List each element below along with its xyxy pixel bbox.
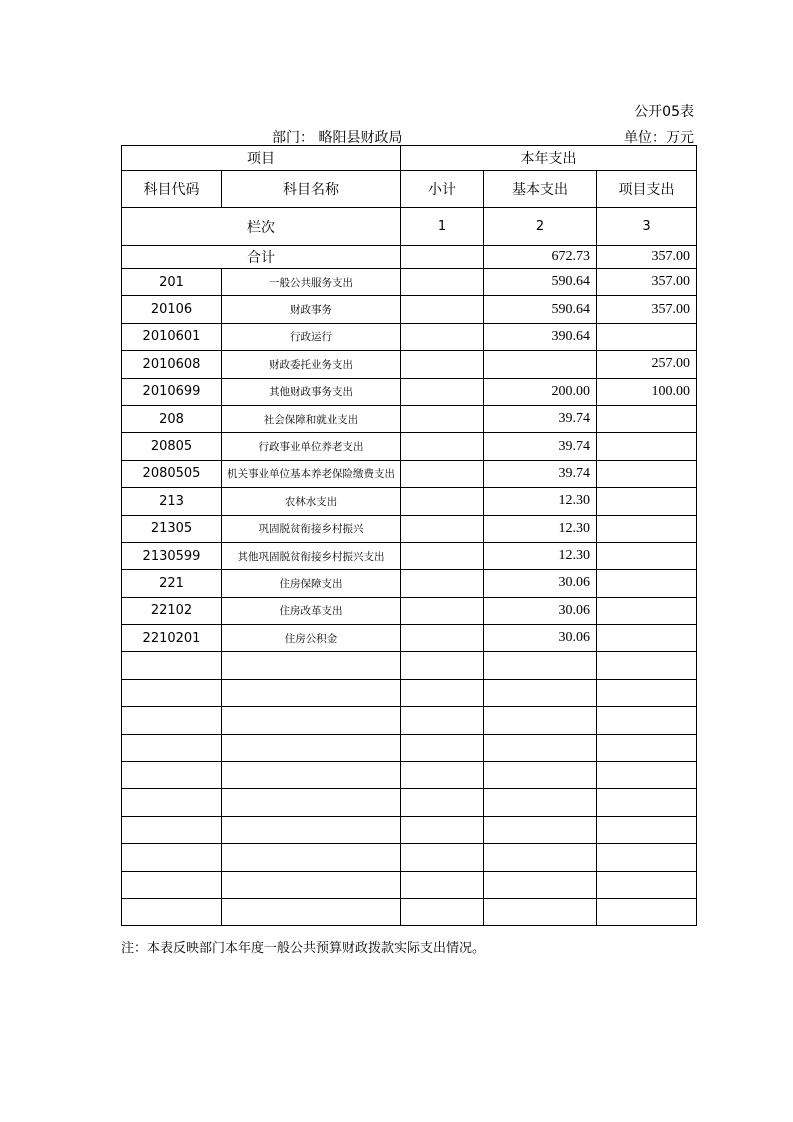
row-subtotal xyxy=(401,378,484,405)
row-name xyxy=(222,652,401,679)
row-code xyxy=(122,789,222,816)
row-code: 2010608 xyxy=(122,351,222,378)
row-project xyxy=(597,898,697,925)
row-project xyxy=(597,734,697,761)
table-row xyxy=(122,707,697,734)
table-row xyxy=(122,433,697,460)
form-number: 公开05表 xyxy=(634,104,694,120)
table-row xyxy=(122,734,697,761)
row-code: 2210201 xyxy=(122,625,222,652)
table-row xyxy=(122,844,697,871)
row-basic xyxy=(484,679,597,706)
row-basic: 30.06 xyxy=(484,625,597,652)
row-basic: 590.64 xyxy=(484,296,597,323)
row-subtotal xyxy=(401,762,484,789)
row-project xyxy=(597,762,697,789)
row-code: 21305 xyxy=(122,515,222,542)
row-code: 208 xyxy=(122,405,222,432)
row-name: 机关事业单位基本养老保险缴费支出 xyxy=(222,460,401,487)
row-name xyxy=(222,816,401,843)
row-name: 行政运行 xyxy=(222,323,401,350)
row-basic: 590.64 xyxy=(484,269,597,296)
unit-label: 单位：万元 xyxy=(624,130,694,146)
row-subtotal xyxy=(401,597,484,624)
row-basic xyxy=(484,734,597,761)
row-project xyxy=(597,542,697,569)
row-subtotal xyxy=(401,405,484,432)
table-row xyxy=(122,460,697,487)
row-subtotal xyxy=(401,844,484,871)
header-basic: 基本支出 xyxy=(484,171,597,208)
row-project xyxy=(597,707,697,734)
row-name: 财政事务 xyxy=(222,296,401,323)
row-subtotal xyxy=(401,652,484,679)
total-project: 357.00 xyxy=(597,246,697,269)
total-basic: 672.73 xyxy=(484,246,597,269)
row-code: 221 xyxy=(122,570,222,597)
row-code: 2130599 xyxy=(122,542,222,569)
table-row xyxy=(122,378,697,405)
row-name xyxy=(222,679,401,706)
row-project xyxy=(597,871,697,898)
table-row xyxy=(122,898,697,925)
table-row xyxy=(122,789,697,816)
row-subtotal xyxy=(401,323,484,350)
header-project: 项目支出 xyxy=(597,171,697,208)
table-row xyxy=(122,515,697,542)
row-name xyxy=(222,789,401,816)
row-basic xyxy=(484,816,597,843)
table-row xyxy=(122,542,697,569)
row-code: 22102 xyxy=(122,597,222,624)
row-basic xyxy=(484,789,597,816)
row-name: 住房改革支出 xyxy=(222,597,401,624)
row-project xyxy=(597,789,697,816)
row-name xyxy=(222,707,401,734)
table-row xyxy=(122,816,697,843)
row-name: 其他巩固脱贫衔接乡村振兴支出 xyxy=(222,542,401,569)
row-subtotal xyxy=(401,542,484,569)
row-subtotal xyxy=(401,871,484,898)
row-code xyxy=(122,816,222,843)
row-basic xyxy=(484,652,597,679)
column-index-2: 2 xyxy=(484,208,597,246)
footnote: 注：本表反映部门本年度一般公共预算财政拨款实际支出情况。 xyxy=(121,940,486,955)
header-current-year-expenditure: 本年支出 xyxy=(401,146,697,171)
header-row-2 xyxy=(122,171,697,208)
header-code: 科目代码 xyxy=(122,171,222,208)
row-name: 农林水支出 xyxy=(222,488,401,515)
department-label: 部门： 略阳县财政局 xyxy=(272,130,403,146)
row-code: 2010601 xyxy=(122,323,222,350)
row-basic: 390.64 xyxy=(484,323,597,350)
row-project xyxy=(597,625,697,652)
row-project xyxy=(597,405,697,432)
row-name xyxy=(222,734,401,761)
row-basic: 12.30 xyxy=(484,542,597,569)
row-name: 巩固脱贫衔接乡村振兴 xyxy=(222,515,401,542)
row-code xyxy=(122,871,222,898)
table-row xyxy=(122,405,697,432)
row-name: 其他财政事务支出 xyxy=(222,378,401,405)
row-basic: 12.30 xyxy=(484,515,597,542)
table-row xyxy=(122,762,697,789)
row-code xyxy=(122,762,222,789)
row-subtotal xyxy=(401,570,484,597)
row-basic xyxy=(484,844,597,871)
row-project xyxy=(597,816,697,843)
row-name: 住房保障支出 xyxy=(222,570,401,597)
column-index-label: 栏次 xyxy=(122,208,401,246)
header-item: 项目 xyxy=(122,146,401,171)
total-label: 合计 xyxy=(122,246,401,269)
row-basic: 30.06 xyxy=(484,570,597,597)
row-project xyxy=(597,844,697,871)
row-basic: 12.30 xyxy=(484,488,597,515)
table-row xyxy=(122,625,697,652)
row-subtotal xyxy=(401,679,484,706)
row-code xyxy=(122,844,222,871)
row-project xyxy=(597,597,697,624)
row-code: 201 xyxy=(122,269,222,296)
row-name: 一般公共服务支出 xyxy=(222,269,401,296)
row-code: 20805 xyxy=(122,433,222,460)
row-code: 213 xyxy=(122,488,222,515)
row-code xyxy=(122,898,222,925)
total-row xyxy=(122,246,697,269)
row-project xyxy=(597,679,697,706)
row-name: 行政事业单位养老支出 xyxy=(222,433,401,460)
row-basic: 39.74 xyxy=(484,433,597,460)
table-row xyxy=(122,679,697,706)
row-subtotal xyxy=(401,296,484,323)
row-name xyxy=(222,844,401,871)
row-project: 257.00 xyxy=(597,351,697,378)
row-basic: 39.74 xyxy=(484,405,597,432)
row-subtotal xyxy=(401,898,484,925)
column-index-1: 1 xyxy=(401,208,484,246)
row-code xyxy=(122,734,222,761)
row-project xyxy=(597,488,697,515)
row-subtotal xyxy=(401,433,484,460)
row-name: 社会保障和就业支出 xyxy=(222,405,401,432)
header-name: 科目名称 xyxy=(222,171,401,208)
row-basic xyxy=(484,762,597,789)
table-row xyxy=(122,351,697,378)
row-subtotal xyxy=(401,789,484,816)
row-basic xyxy=(484,898,597,925)
row-basic: 200.00 xyxy=(484,378,597,405)
row-code: 2080505 xyxy=(122,460,222,487)
row-name xyxy=(222,871,401,898)
row-basic: 30.06 xyxy=(484,597,597,624)
table-row xyxy=(122,323,697,350)
row-project: 100.00 xyxy=(597,378,697,405)
row-code xyxy=(122,707,222,734)
table-row xyxy=(122,269,697,296)
row-basic xyxy=(484,351,597,378)
expenditure-table xyxy=(121,145,697,926)
row-code xyxy=(122,679,222,706)
table-row xyxy=(122,488,697,515)
table-row xyxy=(122,570,697,597)
row-project xyxy=(597,515,697,542)
row-name: 住房公积金 xyxy=(222,625,401,652)
row-subtotal xyxy=(401,625,484,652)
table-row xyxy=(122,871,697,898)
row-subtotal xyxy=(401,269,484,296)
row-code xyxy=(122,652,222,679)
row-subtotal xyxy=(401,515,484,542)
row-subtotal xyxy=(401,734,484,761)
row-basic xyxy=(484,871,597,898)
row-project: 357.00 xyxy=(597,296,697,323)
row-basic: 39.74 xyxy=(484,460,597,487)
row-basic xyxy=(484,707,597,734)
table-row xyxy=(122,652,697,679)
row-subtotal xyxy=(401,707,484,734)
table-row xyxy=(122,296,697,323)
table-row xyxy=(122,597,697,624)
header-subtotal: 小计 xyxy=(401,171,484,208)
row-subtotal xyxy=(401,488,484,515)
row-project xyxy=(597,323,697,350)
total-subtotal xyxy=(401,246,484,269)
row-name xyxy=(222,762,401,789)
row-code: 20106 xyxy=(122,296,222,323)
row-project xyxy=(597,652,697,679)
row-project xyxy=(597,433,697,460)
row-subtotal xyxy=(401,460,484,487)
row-name: 财政委托业务支出 xyxy=(222,351,401,378)
row-project: 357.00 xyxy=(597,269,697,296)
row-project xyxy=(597,570,697,597)
row-subtotal xyxy=(401,351,484,378)
row-name xyxy=(222,898,401,925)
header-row-1 xyxy=(122,146,697,171)
column-index-row xyxy=(122,208,697,246)
row-subtotal xyxy=(401,816,484,843)
row-project xyxy=(597,460,697,487)
column-index-3: 3 xyxy=(597,208,697,246)
row-code: 2010699 xyxy=(122,378,222,405)
